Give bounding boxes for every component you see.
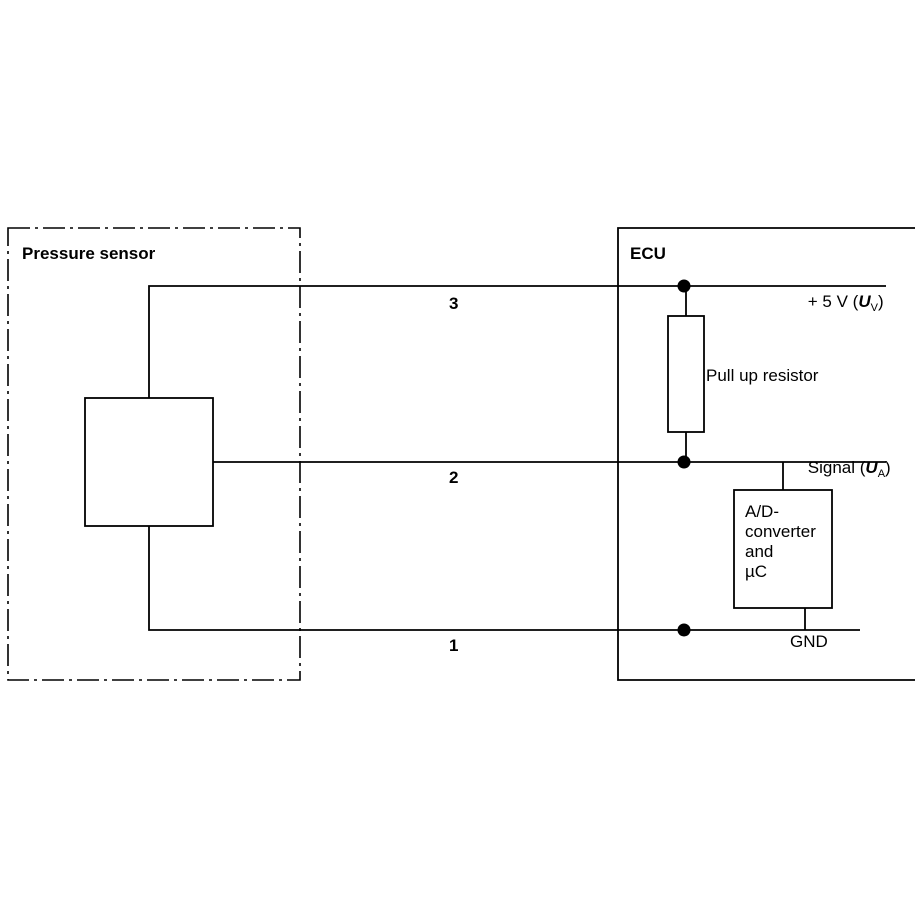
adc-label-line-4: µC [745,562,768,582]
supply-label-suffix: ) [877,292,884,311]
pull-up-resistor-label: Pull up resistor [706,366,819,385]
pull-up-resistor-box [668,316,704,432]
supply-label-symbol: U [858,292,871,311]
signal-label-symbol: U [865,458,878,477]
pin-number-1: 1 [449,636,459,655]
supply-node-dot [678,280,691,293]
ecu-title: ECU [630,244,666,263]
ground-label: GND [790,632,828,651]
adc-label [745,502,816,582]
supply-label-prefix: + 5 V ( [807,292,859,311]
adc-label-line-3: and [745,542,774,562]
pin-number-2: 2 [449,468,459,487]
signal-node-dot [678,456,691,469]
pin-number-3: 3 [449,294,459,313]
supply-label [790,274,884,330]
pressure-sensor-title: Pressure sensor [22,244,156,263]
ground-node-dot [678,624,691,637]
adc-label-line-1: A/D- [745,502,779,521]
sensor-element-box [85,398,213,526]
signal-label-subscript: A [877,468,886,480]
signal-label-prefix: Signal ( [807,458,866,477]
signal-label-suffix: ) [885,458,891,477]
signal-label [790,440,891,496]
supply-label-subscript: V [870,302,878,314]
adc-label-line-2: converter [745,522,816,542]
